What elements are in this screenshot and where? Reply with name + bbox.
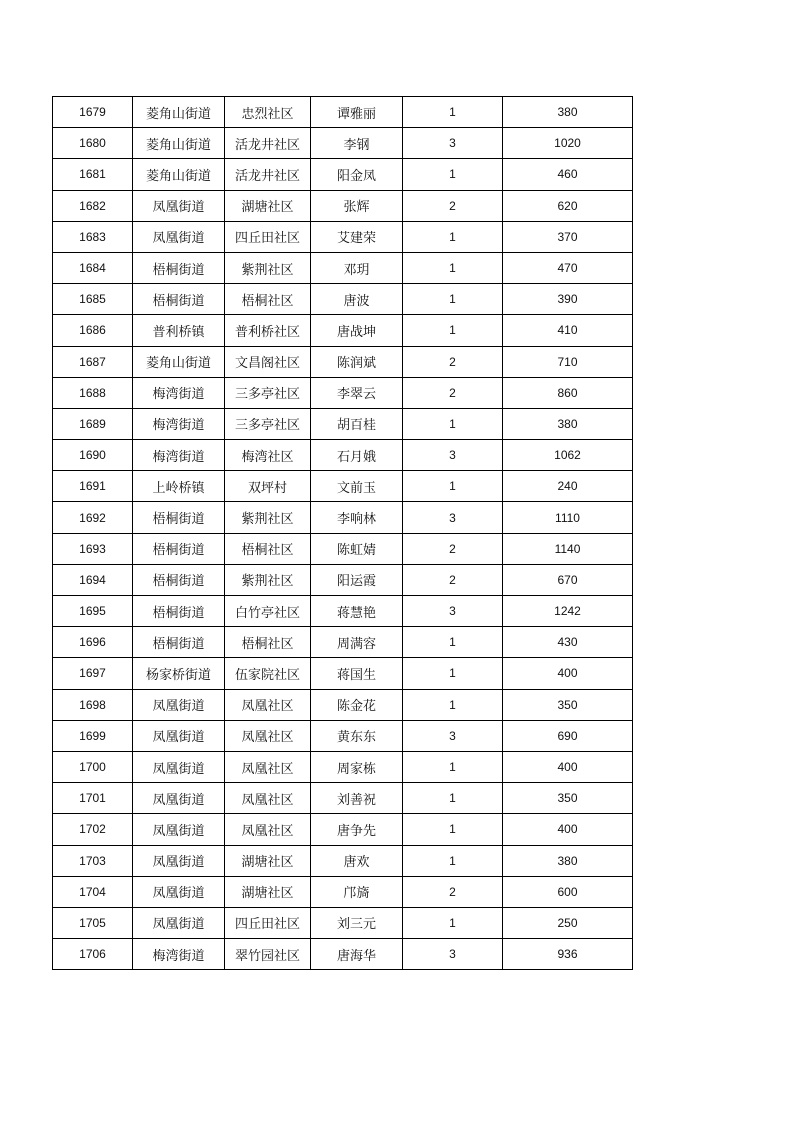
cell-serial-number: 1683 — [53, 221, 133, 252]
cell-household-count: 3 — [403, 128, 503, 159]
cell-household-count: 2 — [403, 190, 503, 221]
table-row — [53, 751, 633, 782]
cell-community: 白竹亭社区 — [225, 596, 311, 627]
cell-person-name: 谭雅丽 — [311, 97, 403, 128]
cell-household-count: 2 — [403, 346, 503, 377]
cell-community: 凤凰社区 — [225, 751, 311, 782]
cell-street: 凤凰街道 — [133, 845, 225, 876]
cell-community: 紫荆社区 — [225, 564, 311, 595]
cell-street: 梧桐街道 — [133, 627, 225, 658]
cell-street: 梧桐街道 — [133, 564, 225, 595]
cell-street: 菱角山街道 — [133, 97, 225, 128]
cell-serial-number: 1681 — [53, 159, 133, 190]
cell-community: 凤凰社区 — [225, 814, 311, 845]
table-row — [53, 252, 633, 283]
table-row — [53, 471, 633, 502]
cell-street: 梅湾街道 — [133, 939, 225, 970]
table-row — [53, 720, 633, 751]
cell-person-name: 张辉 — [311, 190, 403, 221]
cell-amount: 710 — [503, 346, 633, 377]
cell-household-count: 1 — [403, 751, 503, 782]
cell-street: 凤凰街道 — [133, 190, 225, 221]
cell-amount: 350 — [503, 689, 633, 720]
cell-person-name: 唐战坤 — [311, 315, 403, 346]
cell-serial-number: 1682 — [53, 190, 133, 221]
cell-serial-number: 1690 — [53, 440, 133, 471]
cell-household-count: 1 — [403, 221, 503, 252]
table-row — [53, 159, 633, 190]
cell-amount: 250 — [503, 907, 633, 938]
cell-street: 菱角山街道 — [133, 346, 225, 377]
cell-person-name: 阳金凤 — [311, 159, 403, 190]
cell-serial-number: 1680 — [53, 128, 133, 159]
cell-community: 凤凰社区 — [225, 689, 311, 720]
cell-street: 菱角山街道 — [133, 128, 225, 159]
cell-person-name: 陈润斌 — [311, 346, 403, 377]
cell-amount: 1140 — [503, 533, 633, 564]
cell-street: 梅湾街道 — [133, 408, 225, 439]
cell-amount: 860 — [503, 377, 633, 408]
cell-street: 梅湾街道 — [133, 440, 225, 471]
cell-community: 伍家院社区 — [225, 658, 311, 689]
cell-person-name: 刘三元 — [311, 907, 403, 938]
table-row — [53, 658, 633, 689]
cell-amount: 1062 — [503, 440, 633, 471]
cell-amount: 600 — [503, 876, 633, 907]
cell-serial-number: 1706 — [53, 939, 133, 970]
cell-person-name: 刘善祝 — [311, 783, 403, 814]
cell-serial-number: 1679 — [53, 97, 133, 128]
cell-person-name: 文前玉 — [311, 471, 403, 502]
cell-household-count: 1 — [403, 252, 503, 283]
table-row — [53, 814, 633, 845]
cell-household-count: 1 — [403, 814, 503, 845]
cell-amount: 430 — [503, 627, 633, 658]
cell-household-count: 1 — [403, 658, 503, 689]
cell-street: 梧桐街道 — [133, 596, 225, 627]
cell-serial-number: 1699 — [53, 720, 133, 751]
cell-serial-number: 1695 — [53, 596, 133, 627]
cell-household-count: 1 — [403, 907, 503, 938]
cell-person-name: 黄东东 — [311, 720, 403, 751]
cell-community: 三多亭社区 — [225, 408, 311, 439]
cell-serial-number: 1701 — [53, 783, 133, 814]
table-row — [53, 689, 633, 720]
cell-community: 活龙井社区 — [225, 128, 311, 159]
cell-serial-number: 1688 — [53, 377, 133, 408]
cell-person-name: 胡百桂 — [311, 408, 403, 439]
table-row — [53, 907, 633, 938]
cell-person-name: 唐争先 — [311, 814, 403, 845]
cell-community: 翠竹园社区 — [225, 939, 311, 970]
cell-street: 菱角山街道 — [133, 159, 225, 190]
cell-person-name: 邝旖 — [311, 876, 403, 907]
cell-person-name: 蒋国生 — [311, 658, 403, 689]
cell-person-name: 唐海华 — [311, 939, 403, 970]
cell-street: 上岭桥镇 — [133, 471, 225, 502]
cell-household-count: 1 — [403, 97, 503, 128]
roster-table-body — [53, 97, 633, 970]
cell-amount: 670 — [503, 564, 633, 595]
cell-amount: 380 — [503, 845, 633, 876]
cell-street: 梅湾街道 — [133, 377, 225, 408]
cell-community: 梧桐社区 — [225, 284, 311, 315]
cell-serial-number: 1697 — [53, 658, 133, 689]
cell-household-count: 1 — [403, 689, 503, 720]
cell-household-count: 2 — [403, 377, 503, 408]
table-row — [53, 408, 633, 439]
cell-serial-number: 1696 — [53, 627, 133, 658]
table-row — [53, 128, 633, 159]
table-row — [53, 346, 633, 377]
cell-amount: 936 — [503, 939, 633, 970]
table-row — [53, 377, 633, 408]
cell-serial-number: 1685 — [53, 284, 133, 315]
table-row — [53, 190, 633, 221]
table-row — [53, 564, 633, 595]
cell-street: 梧桐街道 — [133, 533, 225, 564]
cell-person-name: 唐波 — [311, 284, 403, 315]
cell-street: 杨家桥街道 — [133, 658, 225, 689]
cell-community: 普利桥社区 — [225, 315, 311, 346]
cell-household-count: 2 — [403, 876, 503, 907]
table-row — [53, 97, 633, 128]
cell-community: 三多亭社区 — [225, 377, 311, 408]
cell-person-name: 阳运霞 — [311, 564, 403, 595]
cell-serial-number: 1705 — [53, 907, 133, 938]
cell-community: 紫荆社区 — [225, 252, 311, 283]
cell-amount: 240 — [503, 471, 633, 502]
cell-household-count: 1 — [403, 627, 503, 658]
cell-serial-number: 1694 — [53, 564, 133, 595]
cell-serial-number: 1691 — [53, 471, 133, 502]
cell-street: 凤凰街道 — [133, 876, 225, 907]
roster-table — [52, 96, 633, 970]
cell-person-name: 李翠云 — [311, 377, 403, 408]
cell-serial-number: 1689 — [53, 408, 133, 439]
table-row — [53, 284, 633, 315]
cell-street: 普利桥镇 — [133, 315, 225, 346]
cell-street: 凤凰街道 — [133, 221, 225, 252]
cell-community: 湖塘社区 — [225, 876, 311, 907]
cell-community: 梧桐社区 — [225, 533, 311, 564]
cell-amount: 460 — [503, 159, 633, 190]
cell-community: 文昌阁社区 — [225, 346, 311, 377]
cell-amount: 390 — [503, 284, 633, 315]
cell-street: 凤凰街道 — [133, 907, 225, 938]
cell-street: 梧桐街道 — [133, 502, 225, 533]
cell-household-count: 3 — [403, 596, 503, 627]
cell-community: 梧桐社区 — [225, 627, 311, 658]
cell-amount: 400 — [503, 751, 633, 782]
cell-street: 凤凰街道 — [133, 783, 225, 814]
table-row — [53, 533, 633, 564]
cell-household-count: 1 — [403, 315, 503, 346]
cell-community: 紫荆社区 — [225, 502, 311, 533]
cell-street: 凤凰街道 — [133, 814, 225, 845]
cell-household-count: 3 — [403, 939, 503, 970]
cell-amount: 370 — [503, 221, 633, 252]
cell-amount: 1110 — [503, 502, 633, 533]
cell-person-name: 石月娥 — [311, 440, 403, 471]
cell-amount: 470 — [503, 252, 633, 283]
table-row — [53, 939, 633, 970]
cell-person-name: 陈金花 — [311, 689, 403, 720]
cell-household-count: 2 — [403, 533, 503, 564]
cell-household-count: 3 — [403, 502, 503, 533]
cell-serial-number: 1686 — [53, 315, 133, 346]
cell-person-name: 李钢 — [311, 128, 403, 159]
cell-household-count: 1 — [403, 845, 503, 876]
cell-community: 双坪村 — [225, 471, 311, 502]
cell-household-count: 1 — [403, 284, 503, 315]
cell-street: 凤凰街道 — [133, 751, 225, 782]
table-row — [53, 315, 633, 346]
cell-serial-number: 1684 — [53, 252, 133, 283]
cell-person-name: 艾建荣 — [311, 221, 403, 252]
cell-community: 湖塘社区 — [225, 845, 311, 876]
cell-serial-number: 1702 — [53, 814, 133, 845]
cell-street: 凤凰街道 — [133, 689, 225, 720]
table-row — [53, 440, 633, 471]
table-row — [53, 876, 633, 907]
cell-serial-number: 1700 — [53, 751, 133, 782]
table-row — [53, 221, 633, 252]
cell-serial-number: 1698 — [53, 689, 133, 720]
cell-household-count: 1 — [403, 159, 503, 190]
cell-amount: 620 — [503, 190, 633, 221]
cell-amount: 400 — [503, 814, 633, 845]
cell-serial-number: 1704 — [53, 876, 133, 907]
cell-street: 凤凰街道 — [133, 720, 225, 751]
cell-community: 忠烈社区 — [225, 97, 311, 128]
cell-amount: 350 — [503, 783, 633, 814]
cell-street: 梧桐街道 — [133, 252, 225, 283]
cell-household-count: 3 — [403, 720, 503, 751]
table-row — [53, 596, 633, 627]
table-row — [53, 783, 633, 814]
cell-serial-number: 1703 — [53, 845, 133, 876]
cell-street: 梧桐街道 — [133, 284, 225, 315]
cell-person-name: 唐欢 — [311, 845, 403, 876]
table-row — [53, 845, 633, 876]
cell-community: 凤凰社区 — [225, 783, 311, 814]
cell-person-name: 蒋慧艳 — [311, 596, 403, 627]
cell-community: 四丘田社区 — [225, 907, 311, 938]
cell-amount: 690 — [503, 720, 633, 751]
cell-community: 湖塘社区 — [225, 190, 311, 221]
cell-amount: 400 — [503, 658, 633, 689]
cell-serial-number: 1692 — [53, 502, 133, 533]
cell-community: 活龙井社区 — [225, 159, 311, 190]
cell-household-count: 3 — [403, 440, 503, 471]
cell-person-name: 李响林 — [311, 502, 403, 533]
table-row — [53, 627, 633, 658]
cell-community: 凤凰社区 — [225, 720, 311, 751]
cell-serial-number: 1693 — [53, 533, 133, 564]
cell-household-count: 1 — [403, 471, 503, 502]
cell-amount: 410 — [503, 315, 633, 346]
cell-amount: 1242 — [503, 596, 633, 627]
cell-person-name: 邓玥 — [311, 252, 403, 283]
cell-person-name: 周家栋 — [311, 751, 403, 782]
cell-amount: 1020 — [503, 128, 633, 159]
cell-household-count: 1 — [403, 408, 503, 439]
table-row — [53, 502, 633, 533]
cell-community: 四丘田社区 — [225, 221, 311, 252]
cell-amount: 380 — [503, 408, 633, 439]
cell-person-name: 周满容 — [311, 627, 403, 658]
cell-serial-number: 1687 — [53, 346, 133, 377]
cell-household-count: 2 — [403, 564, 503, 595]
cell-person-name: 陈虹婧 — [311, 533, 403, 564]
cell-household-count: 1 — [403, 783, 503, 814]
cell-amount: 380 — [503, 97, 633, 128]
cell-community: 梅湾社区 — [225, 440, 311, 471]
